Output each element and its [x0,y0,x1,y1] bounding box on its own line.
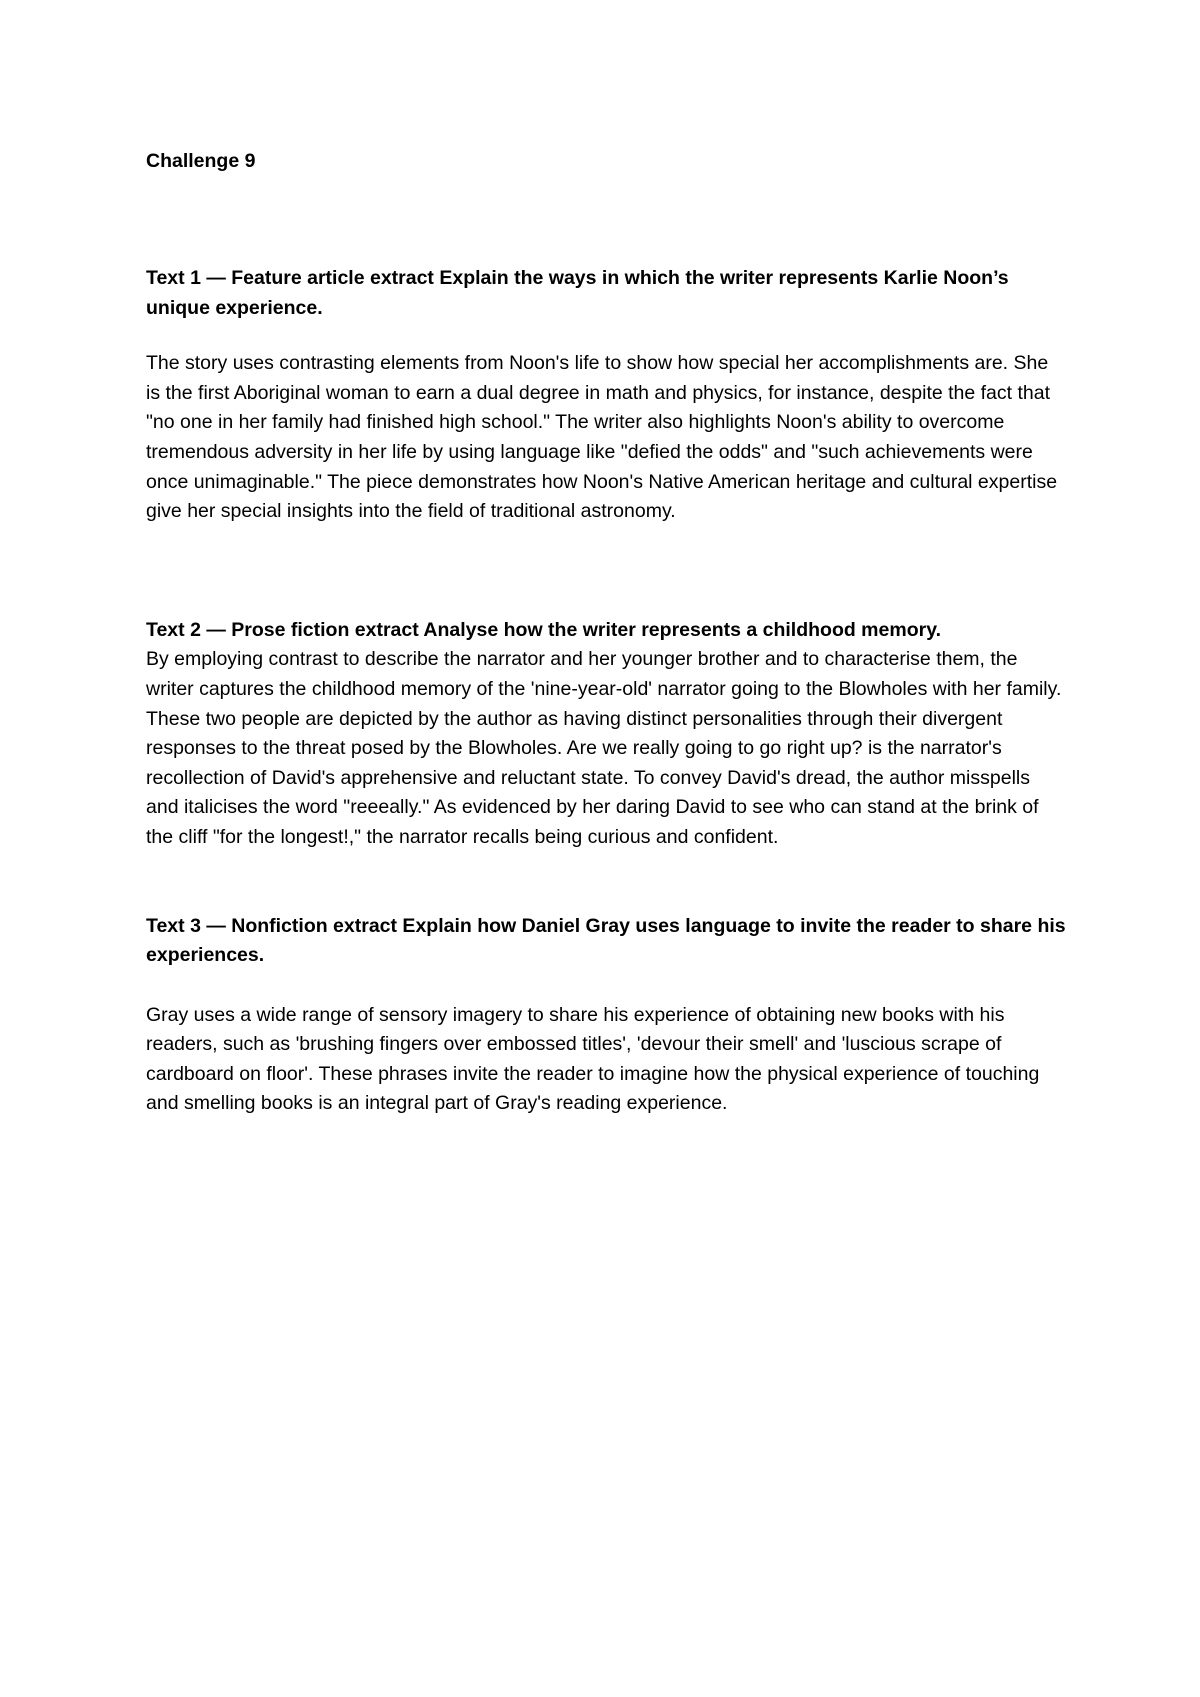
section-heading: Text 3 — Nonfiction extract Explain how Daniel Gray uses language to invite the reader to share his experiences. [146,914,1066,967]
section-heading: Text 1 — Feature article extract Explain the ways in which the writer represents Karlie Noon’s unique experience. [146,267,1009,319]
section-text-2 [146,616,1066,853]
section-text-1 [146,264,1066,527]
section-text-3 [146,912,1066,1120]
document-content [146,146,1066,1119]
document-title: Challenge 9 [146,150,256,172]
section-heading: Text 2 — Prose fiction extract Analyse how the writer represents a childhood memory. [146,618,942,641]
section-body: The story uses contrasting elements from Noon's life to show how special her accomplishments are. She is the first Aboriginal woman to earn a dual degree in math and physics, for instance, despite the fact that "no one in her family had finished high school." The writer also highlights Noon's ability to overcome tremendous adversity in her life by using language like "defied the odds" and "such achievements were once unimaginable." The piece demonstrates how Noon's Native American heritage and cultural expertise give her special insights into the field of traditional astronomy. [146,352,1058,523]
section-body: By employing contrast to describe the narrator and her younger brother and to characterise them, the writer captures the childhood memory of the 'nine-year-old' narrator going to the Blowholes with her family. These two people are depicted by the author as having distinct personalities through their divergent responses to the threat posed by the Blowholes. Are we really going to go right up? is the narrator's recollection of David's apprehensive and reluctant state. To convey David's dread, the author misspells and italicises the word "reeeally." As evidenced by her daring David to see who can stand at the brink of the cliff "for the longest!," the narrator recalls being curious and confident. [146,648,1062,848]
section-body: Gray uses a wide range of sensory imagery to share his experience of obtaining new books with his readers, such as 'brushing fingers over embossed titles', 'devour their smell' and 'luscious scrape of cardboard on floor'. These phrases invite the reader to imagine how the physical experience of touching and smelling books is an integral part of Gray's reading experience. [146,1003,1040,1115]
